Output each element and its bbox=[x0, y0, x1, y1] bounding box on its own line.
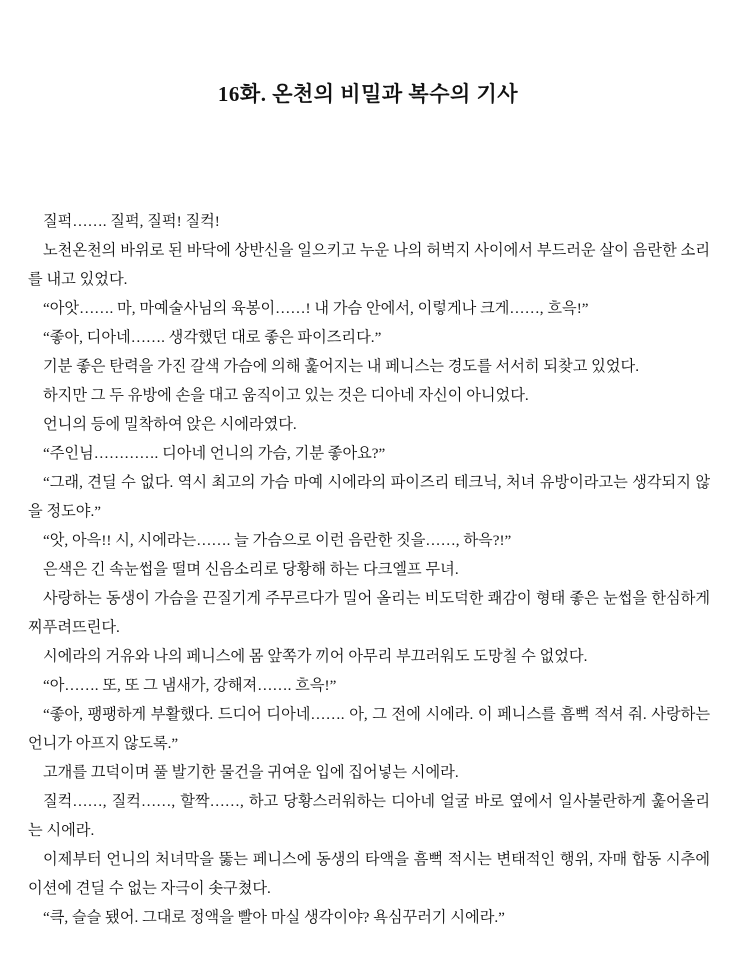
paragraph: 사랑하는 동생이 가슴을 끈질기게 주무르다가 밀어 올리는 비도덕한 쾌감이 형태 좋은 눈썹을 한심하게 찌푸려뜨린다. bbox=[28, 590, 710, 636]
paragraph: 시에라의 거유와 나의 페니스에 몸 앞쪽가 끼어 아무리 부끄러워도 도망칠 수 없었다. bbox=[43, 648, 588, 665]
paragraph: “큭, 슬슬 됐어. 그대로 정액을 빨아 마실 생각이야? 욕심꾸러기 시에라.” bbox=[43, 909, 505, 926]
paragraph: 하지만 그 두 유방에 손을 대고 움직이고 있는 것은 디아네 자신이 아니었다. bbox=[43, 387, 529, 404]
paragraph: 고개를 끄덕이며 풀 발기한 물건을 귀여운 입에 집어넣는 시에라. bbox=[43, 764, 459, 781]
paragraph: “그래, 견딜 수 없다. 역시 최고의 가슴 마예 시에라의 파이즈리 테크닉, 처녀 유방이라고는 생각되지 않을 정도야.” bbox=[28, 474, 710, 520]
page-title: 16화. 온천의 비밀과 복수의 기사 bbox=[217, 82, 519, 106]
paragraph: 은색은 긴 속눈썹을 떨며 신음소리로 당황해 하는 다크엘프 무녀. bbox=[43, 561, 459, 578]
paragraph: 이제부터 언니의 처녀막을 뚫는 페니스에 동생의 타액을 흠뻑 적시는 변태적인 행위, 자매 합동 시추에이션에 견딜 수 없는 자극이 솟구쳤다. bbox=[28, 851, 710, 897]
paragraph: “주인님…………. 디아네 언니의 가슴, 기분 좋아요?” bbox=[43, 445, 386, 462]
paragraph: “좋아, 디아네……. 생각했던 대로 좋은 파이즈리다.” bbox=[43, 329, 382, 346]
paragraph: “앗, 아윽!! 시, 시에라는……. 늘 가슴으로 이런 음란한 짓을……, 하윽?!” bbox=[43, 532, 512, 549]
paragraph: 노천온천의 바위로 된 바닥에 상반신을 일으키고 누운 나의 허벅지 사이에서 부드러운 살이 음란한 소리를 내고 있었다. bbox=[28, 242, 710, 288]
paragraph: “좋아, 팽팽하게 부활했다. 드디어 디아네……. 아, 그 전에 시에라. 이 페니스를 흠뻑 적셔 줘. 사랑하는 언니가 아프지 않도록.” bbox=[28, 706, 710, 752]
paragraph: 언니의 등에 밀착하여 앉은 시에라였다. bbox=[43, 416, 297, 433]
body-text bbox=[28, 207, 710, 932]
paragraph: 기분 좋은 탄력을 가진 갈색 가슴에 의해 훑어지는 내 페니스는 경도를 서서히 되찾고 있었다. bbox=[43, 358, 639, 375]
paragraph: 질컥……, 질컥……, 할짝……, 하고 당황스러워하는 디아네 얼굴 바로 옆에서 일사불란하게 훑어올리는 시에라. bbox=[28, 793, 710, 839]
paragraph: “아앗……. 마, 마예술사님의 육봉이……! 내 가슴 안에서, 이렇게나 크게……, 흐윽!” bbox=[43, 300, 589, 317]
paragraph: “아……. 또, 또 그 냄새가, 강해져……. 흐윽!” bbox=[43, 677, 337, 694]
paragraph: 질퍽……. 질퍽, 질퍽! 질컥! bbox=[43, 213, 220, 230]
